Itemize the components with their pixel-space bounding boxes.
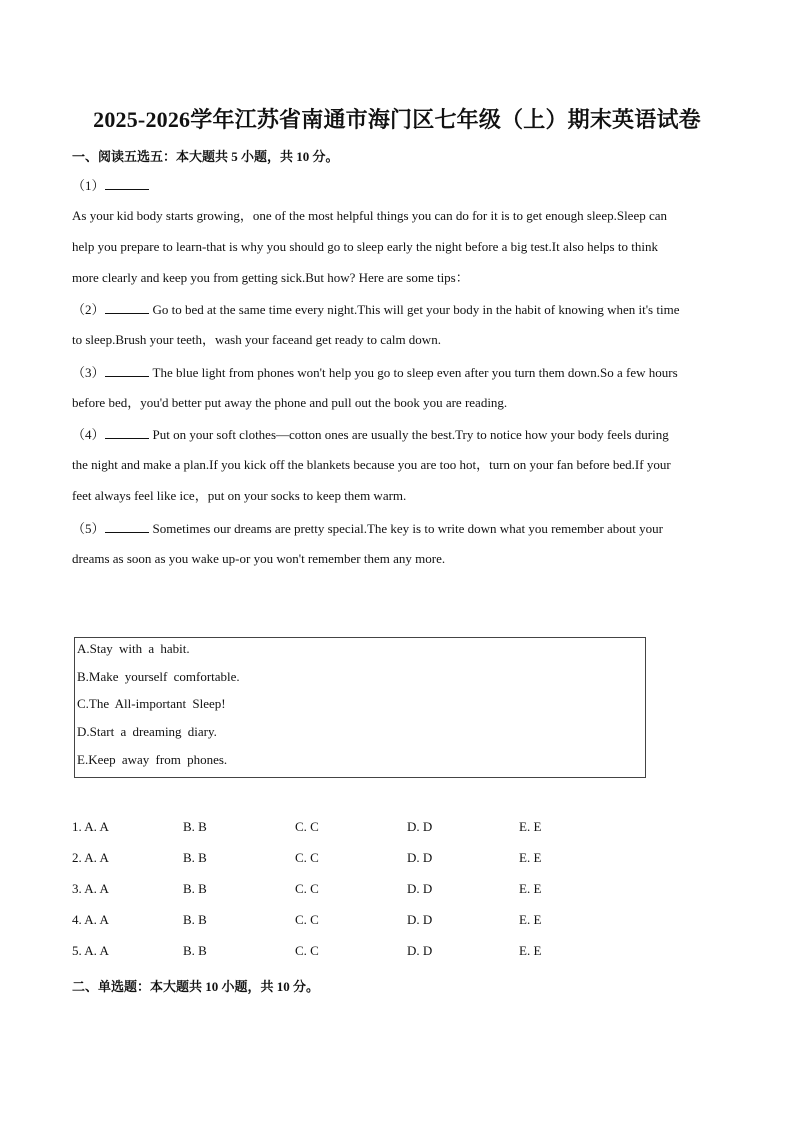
section-heading-single-choice: 二、单选题：本大题共 10 小题，共 10 分。 [72, 979, 320, 994]
choice-c[interactable]: C. C [295, 881, 319, 896]
passage-line: dreams as soon as you wake up-or you won't remember them any more. [72, 551, 446, 566]
answer-row [72, 943, 632, 961]
choice-c[interactable]: C. C [295, 819, 319, 834]
passage-line: more clearly and keep you from getting sick.But how? Here are some tips： [72, 270, 469, 285]
choice-a[interactable]: 1. A. A [72, 819, 109, 834]
choice-d[interactable]: D. D [407, 912, 433, 927]
question-line [72, 426, 724, 443]
question-number: （5） [72, 521, 105, 536]
choice-b[interactable]: B. B [183, 819, 207, 834]
question-number: （1） [72, 178, 105, 193]
answer-row [72, 881, 632, 899]
passage-line: feet always feel like ice，put on your socks to keep them warm. [72, 488, 407, 503]
choice-a[interactable]: 4. A. A [72, 912, 109, 927]
choice-a[interactable]: 2. A. A [72, 850, 109, 865]
choice-e[interactable]: E. E [519, 881, 542, 896]
answer-blank [105, 520, 149, 533]
question-number: （4） [72, 427, 105, 442]
question-line [72, 364, 724, 381]
option-c: C.The All-important Sleep! [77, 696, 226, 711]
question-line [72, 177, 724, 194]
option-a: A.Stay with a habit. [77, 641, 190, 656]
answer-blank [105, 426, 149, 439]
answer-row [72, 819, 632, 837]
answer-row [72, 912, 632, 930]
passage-line: to sleep.Brush your teeth，wash your faceand get ready to calm down. [72, 332, 441, 347]
passage-text: Go to bed at the same time every night.This will get your body in the habit of knowing when it's time [152, 302, 680, 317]
passage-text: Sometimes our dreams are pretty special.The key is to write down what you remember about your [152, 521, 663, 536]
choice-d[interactable]: D. D [407, 943, 433, 958]
option-d: D.Start a dreaming diary. [77, 724, 217, 739]
answer-blank [105, 301, 149, 314]
option-e: E.Keep away from phones. [77, 752, 228, 767]
choice-c[interactable]: C. C [295, 943, 319, 958]
answer-blank [105, 364, 149, 377]
page-title: 2025-2026学年江苏省南通市海门区七年级（上）期末英语试卷 [93, 107, 701, 132]
choice-e[interactable]: E. E [519, 912, 542, 927]
choice-a[interactable]: 5. A. A [72, 943, 109, 958]
choice-e[interactable]: E. E [519, 850, 542, 865]
choice-e[interactable]: E. E [519, 819, 542, 834]
choice-b[interactable]: B. B [183, 850, 207, 865]
section-heading-reading: 一、阅读五选五：本大题共 5 小题，共 10 分。 [72, 149, 339, 164]
option-b: B.Make yourself comfortable. [77, 669, 240, 684]
choice-a[interactable]: 3. A. A [72, 881, 109, 896]
choice-d[interactable]: D. D [407, 881, 433, 896]
passage-line: before bed，you'd better put away the phone and pull out the book you are reading. [72, 395, 508, 410]
question-number: （2） [72, 302, 105, 317]
passage-line: help you prepare to learn-that is why you should go to sleep early the night before a big test.It also helps to think [72, 239, 658, 254]
question-line [72, 520, 724, 537]
answer-row [72, 850, 632, 868]
choice-c[interactable]: C. C [295, 850, 319, 865]
choice-d[interactable]: D. D [407, 850, 433, 865]
question-number: （3） [72, 365, 105, 380]
options-box [74, 637, 646, 778]
passage-line: the night and make a plan.If you kick off the blankets because you are too hot，turn on your fan before bed.If your [72, 457, 671, 472]
passage-text: The blue light from phones won't help you go to sleep even after you turn them down.So a few hours [152, 365, 678, 380]
choice-c[interactable]: C. C [295, 912, 319, 927]
choice-e[interactable]: E. E [519, 943, 542, 958]
question-line [72, 301, 724, 318]
choice-b[interactable]: B. B [183, 912, 207, 927]
choice-d[interactable]: D. D [407, 819, 433, 834]
choice-b[interactable]: B. B [183, 881, 207, 896]
passage-text: Put on your soft clothes—cotton ones are usually the best.Try to notice how your body feels during [152, 427, 669, 442]
choice-b[interactable]: B. B [183, 943, 207, 958]
answer-blank [105, 177, 149, 190]
passage-line: As your kid body starts growing，one of the most helpful things you can do for it is to get enough sleep.Sleep can [72, 208, 668, 223]
